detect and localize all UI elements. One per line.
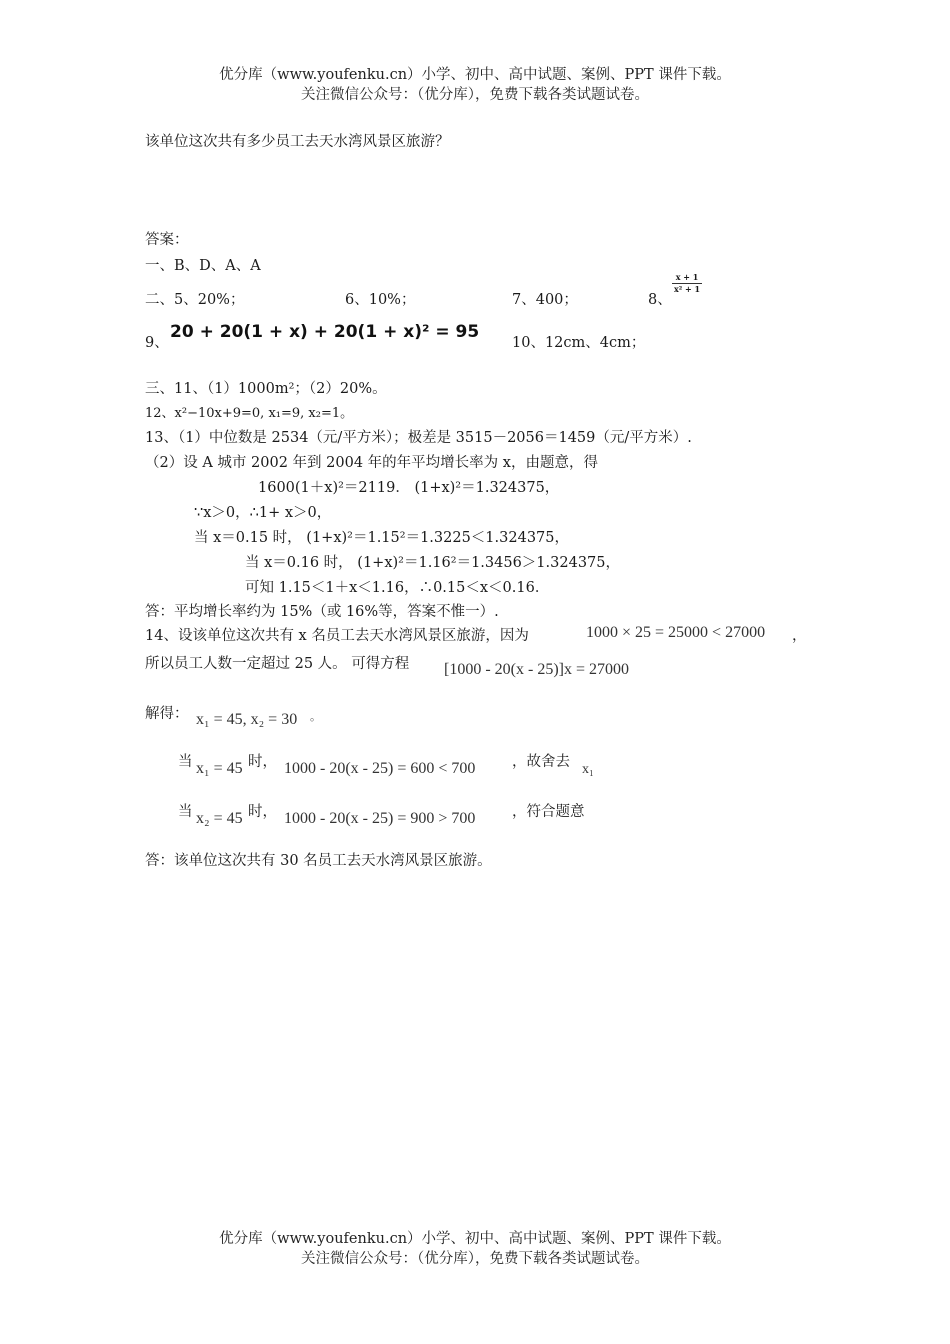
answer-14-line-1: 14、设该单位这次共有 x 名员工去天水湾风景区旅游，因为 [145,628,529,644]
case-1-when: 当 [178,754,193,770]
footer-line-2: 关注微信公众号：（优分库），免费下载各类试题试卷。 [301,1251,649,1267]
answer-6: 6、10%； [345,292,416,308]
answer-13-line-1: 13、（1）中位数是 2534（元/平方米）；极差是 3515－2056＝1459（元/平方米）. [145,430,692,446]
answer-14-inequality: 1000 × 25 = 25000 < 27000 [586,624,766,641]
case-2-value: x₂ = 45 [196,810,243,827]
case-2-result: ，符合题意 [512,804,585,820]
answer-8-fraction [672,272,702,294]
solve-label: 解得： [145,706,189,722]
answer-13-line-5: 当 x＝0.15 时， (1+x)²＝1.15²＝1.3225＜1.324375， [194,530,569,546]
answer-12: 12、x²−10x+9=0, x₁=9, x₂=1。 [145,406,354,421]
case-1-drop: x₁ [582,762,594,777]
answer-13-line-7: 可知 1.15＜1＋x＜1.16，∴0.15＜x＜0.16． [245,580,550,596]
answer-14-line-2: 所以员工人数一定超过 25 人。 可得方程 [145,656,410,672]
answer-13-line-3: 1600(1＋x)²＝2119． (1+x)²＝1.324375， [258,480,560,496]
answer-8-numerator: x + 1 [675,272,699,282]
answer-5: 二、5、20%； [145,292,245,308]
case-2-calc: 1000 - 20(x - 25) = 900 > 700 [284,810,476,827]
case-2-when: 当 [178,804,193,820]
header-line-1: 优分库（www.youfenku.cn）小学、初中、高中试题、案例、PPT 课件下载。 [219,67,731,83]
answer-7: 7、400； [512,292,578,308]
case-2-shi: 时， [248,804,277,820]
header-line-2: 关注微信公众号：（优分库），免费下载各类试题试卷。 [301,87,649,103]
answer-11: 三、11、（1）1000m²；（2）20%。 [145,381,387,397]
answer-part-1: 一、B、D、A、A [145,258,261,274]
answer-13-line-4: ∵x＞0，∴1+ x＞0， [194,505,332,521]
answer-14-final: 答：该单位这次共有 30 名员工去天水湾风景区旅游。 [145,853,492,869]
answer-13-line-6: 当 x＝0.16 时， (1+x)²＝1.16²＝1.3456＞1.324375， [245,555,620,571]
roots: x₁ = 45, x₂ = 30 [196,711,298,728]
answer-10: 10、12cm、4cm； [512,335,646,351]
answer-8-label: 8、 [648,292,672,308]
answer-14-comma: ， [792,628,807,644]
answer-8-denominator: x² + 1 [673,284,701,294]
answer-13-line-2: （2）设 A 城市 2002 年到 2004 年的年平均增长率为 x，由题意，得 [145,455,598,471]
answer-14-equation: [1000 - 20(x - 25)]x = 27000 [444,661,629,678]
question-text: 该单位这次共有多少员工去天水湾风景区旅游？ [145,134,450,150]
answer-9-equation: 20 + 20(1 + x) + 20(1 + x)² = 95 [170,322,480,342]
answers-heading: 答案： [145,232,189,248]
case-1-shi: 时， [248,754,277,770]
roots-end: 。 [310,711,321,723]
case-1-value: x₁ = 45 [196,760,243,777]
case-1-calc: 1000 - 20(x - 25) = 600 < 700 [284,760,476,777]
answer-13-line-8: 答：平均增长率约为 15%（或 16%等，答案不惟一）. [145,604,499,620]
answer-9-label: 9、 [145,335,169,351]
footer-line-1: 优分库（www.youfenku.cn）小学、初中、高中试题、案例、PPT 课件下载。 [219,1231,731,1247]
case-1-result: ，故舍去 [512,754,570,770]
